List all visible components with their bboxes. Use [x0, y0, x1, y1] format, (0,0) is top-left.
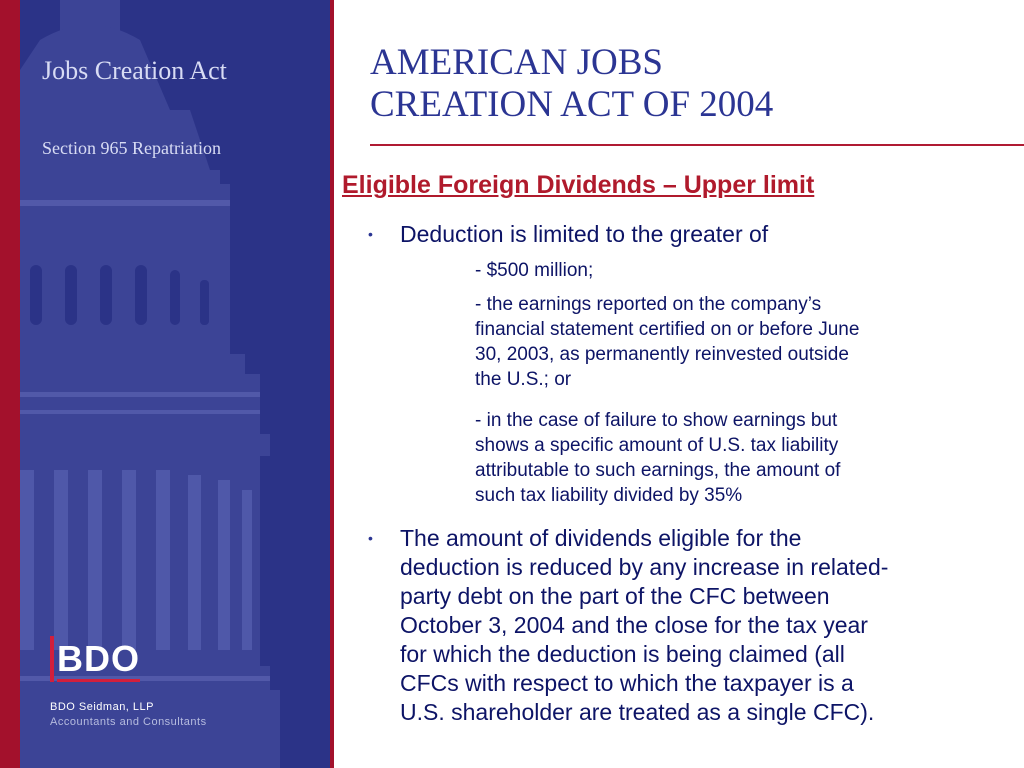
bdo-logo-mark: BDO — [57, 636, 140, 682]
firm-name: BDO Seidman, LLP — [50, 701, 154, 713]
bullet-text: Deduction is limited to the greater of — [400, 221, 769, 247]
title-rule — [370, 144, 1024, 146]
bdo-logo — [50, 636, 140, 682]
sub-item: - the earnings reported on the company’s financial statement certified on or before June 30, 2003, as permanently reinvested outside the U.S.; or — [475, 294, 860, 390]
left-accent-strip — [0, 0, 20, 768]
bullet-text: The amount of dividends eligible for the deduction is reduced by any increase in related- party debt on the part of the CFC between October 3, 2004 and the close for the tax year for which the deduction is being claimed (all CFCs with respect to which the taxpayer is a U.S. shareholder are treated as a single CFC). — [400, 525, 889, 725]
sub-item: - $500 million; — [475, 260, 594, 281]
side-panel-subtitle: Section 965 Repatriation — [42, 138, 221, 158]
firm-tagline: Accountants and Consultants — [50, 716, 207, 728]
bullet-dot-icon: • — [368, 530, 373, 546]
panel-divider — [330, 0, 334, 768]
side-panel-title: Jobs Creation Act — [42, 56, 227, 85]
bdo-logo-bar — [50, 636, 54, 682]
slide-title-line1: AMERICAN JOBS — [370, 42, 663, 83]
slide-title — [370, 42, 773, 126]
sub-item: - in the case of failure to show earnings but shows a specific amount of U.S. tax liability attributable to such earnings, the amount of such tax liability divided by 35% — [475, 410, 841, 506]
section-heading: Eligible Foreign Dividends – Upper limit — [342, 171, 815, 199]
bullet-dot-icon: • — [368, 226, 373, 242]
slide-title-line2: CREATION ACT OF 2004 — [370, 84, 774, 125]
side-panel — [20, 0, 330, 768]
